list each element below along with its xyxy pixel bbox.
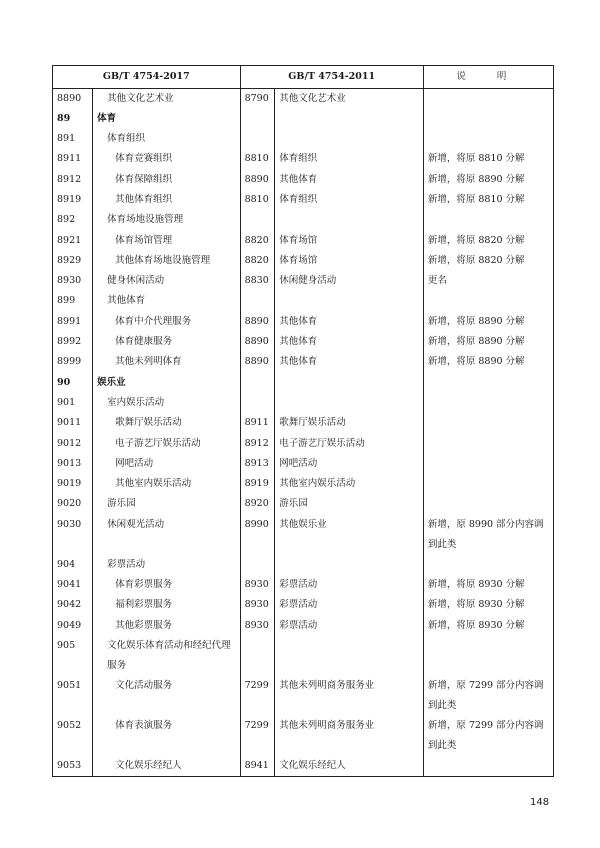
code-2017: 8912 (53, 170, 93, 190)
code-2011 (240, 129, 275, 149)
code-2011: 8820 (240, 251, 275, 271)
name-2011 (275, 210, 424, 230)
name-2011 (275, 555, 424, 575)
code-2017: 8999 (53, 352, 93, 372)
note-cell: 新增，将原 8930 分解 (423, 616, 553, 636)
note-cell (423, 373, 553, 393)
table-row (53, 595, 554, 615)
name-2011: 歌舞厅娱乐活动 (275, 413, 424, 433)
name-2011: 网吧活动 (275, 454, 424, 474)
code-2011 (240, 636, 275, 676)
name-2011: 其他体育 (275, 170, 424, 190)
table-row (53, 515, 554, 555)
name-2017: 体育健康服务 (93, 332, 240, 352)
code-2017: 8911 (53, 149, 93, 169)
name-2011: 其他室内娱乐活动 (275, 474, 424, 494)
code-2011: 8790 (240, 89, 275, 109)
note-cell: 新增，将原 8890 分解 (423, 312, 553, 332)
code-2017: 9053 (53, 756, 93, 776)
name-2017: 其他体育组织 (93, 190, 240, 210)
name-2011: 彩票活动 (275, 595, 424, 615)
name-2011: 文化娱乐经纪人 (275, 756, 424, 776)
note-cell (423, 474, 553, 494)
name-2011: 其他体育 (275, 332, 424, 352)
name-2011: 彩票活动 (275, 575, 424, 595)
name-2017: 体育保障组织 (93, 170, 240, 190)
code-2011 (240, 291, 275, 311)
name-2017: 其他体育 (93, 291, 240, 311)
name-2017: 体育场地设施管理 (93, 210, 240, 230)
note-cell: 新增，将原 8890 分解 (423, 170, 553, 190)
code-2017: 9051 (53, 676, 93, 716)
code-2017: 9041 (53, 575, 93, 595)
note-cell: 新增，将原 8930 分解 (423, 575, 553, 595)
name-2017: 体育中介代理服务 (93, 312, 240, 332)
name-2011: 其他体育 (275, 352, 424, 372)
note-cell (423, 756, 553, 776)
code-2011: 8810 (240, 190, 275, 210)
header-2017: GB/T 4754-2017 (53, 66, 241, 89)
note-cell: 更名 (423, 271, 553, 291)
table-row (53, 332, 554, 352)
code-2017: 8930 (53, 271, 93, 291)
table-row (53, 494, 554, 514)
name-2017: 游乐园 (93, 494, 240, 514)
name-2017: 其他室内娱乐活动 (93, 474, 240, 494)
table-row (53, 210, 554, 230)
table-row (53, 352, 554, 372)
code-2017: 901 (53, 393, 93, 413)
note-cell: 新增，将原 8810 分解 (423, 190, 553, 210)
name-2017: 其他未列明体育 (93, 352, 240, 372)
note-cell (423, 454, 553, 474)
note-cell (423, 494, 553, 514)
table-row (53, 149, 554, 169)
note-cell: 新增，原 8990 部分内容调到此类 (423, 515, 553, 555)
code-2011: 8830 (240, 271, 275, 291)
table-row (53, 636, 554, 676)
code-2017: 90 (53, 373, 93, 393)
code-2011 (240, 109, 275, 129)
note-cell (423, 109, 553, 129)
code-2017: 9012 (53, 434, 93, 454)
code-2011: 8990 (240, 515, 275, 555)
code-2017: 9049 (53, 616, 93, 636)
name-2011 (275, 129, 424, 149)
code-2017: 9011 (53, 413, 93, 433)
table-row (53, 190, 554, 210)
name-2011 (275, 291, 424, 311)
table-row (53, 291, 554, 311)
table-row (53, 474, 554, 494)
table-row (53, 170, 554, 190)
name-2017: 文化娱乐经纪人 (93, 756, 240, 776)
note-cell: 新增，原 7299 部分内容调到此类 (423, 716, 553, 756)
code-2017: 9030 (53, 515, 93, 555)
name-2017: 室内娱乐活动 (93, 393, 240, 413)
name-2011 (275, 393, 424, 413)
code-2011: 8941 (240, 756, 275, 776)
code-2017: 892 (53, 210, 93, 230)
name-2017: 文化活动服务 (93, 676, 240, 716)
code-2017: 891 (53, 129, 93, 149)
classification-table (52, 65, 554, 777)
name-2011: 其他娱乐业 (275, 515, 424, 555)
name-2011: 其他体育 (275, 312, 424, 332)
code-2011: 8930 (240, 616, 275, 636)
header-2011: GB/T 4754-2011 (240, 66, 423, 89)
code-2017: 899 (53, 291, 93, 311)
code-2011: 7299 (240, 716, 275, 756)
code-2011: 8912 (240, 434, 275, 454)
note-cell (423, 555, 553, 575)
code-2011: 8890 (240, 352, 275, 372)
note-cell: 新增，将原 8810 分解 (423, 149, 553, 169)
code-2017: 9020 (53, 494, 93, 514)
name-2011 (275, 373, 424, 393)
table-row (53, 676, 554, 716)
name-2011: 其他文化艺术业 (275, 89, 424, 109)
table-row (53, 312, 554, 332)
code-2011 (240, 555, 275, 575)
code-2011: 8820 (240, 231, 275, 251)
note-cell: 新增，将原 8820 分解 (423, 231, 553, 251)
table-row (53, 756, 554, 776)
code-2011 (240, 210, 275, 230)
page-number: 148 (530, 797, 550, 808)
code-2011: 7299 (240, 676, 275, 716)
code-2017: 8921 (53, 231, 93, 251)
table-row (53, 434, 554, 454)
code-2017: 9019 (53, 474, 93, 494)
code-2011: 8920 (240, 494, 275, 514)
note-cell (423, 89, 553, 109)
code-2011 (240, 393, 275, 413)
name-2017: 彩票活动 (93, 555, 240, 575)
code-2011 (240, 373, 275, 393)
table-row (53, 251, 554, 271)
code-2017: 8919 (53, 190, 93, 210)
table-row (53, 109, 554, 129)
table-row (53, 373, 554, 393)
code-2011: 8911 (240, 413, 275, 433)
name-2017: 娱乐业 (93, 373, 240, 393)
name-2017: 健身休闲活动 (93, 271, 240, 291)
code-2017: 904 (53, 555, 93, 575)
name-2017: 体育彩票服务 (93, 575, 240, 595)
note-cell: 新增，原 7299 部分内容调到此类 (423, 676, 553, 716)
name-2017: 体育竞赛组织 (93, 149, 240, 169)
name-2011: 其他未列明商务服务业 (275, 676, 424, 716)
code-2017: 89 (53, 109, 93, 129)
code-2017: 8929 (53, 251, 93, 271)
note-cell (423, 636, 553, 676)
note-cell (423, 393, 553, 413)
code-2011: 8919 (240, 474, 275, 494)
note-cell: 新增，将原 8890 分解 (423, 352, 553, 372)
code-2017: 905 (53, 636, 93, 676)
code-2017: 8992 (53, 332, 93, 352)
table-row (53, 393, 554, 413)
code-2011: 8890 (240, 312, 275, 332)
name-2017: 文化娱乐体育活动和经纪代理服务 (93, 636, 240, 676)
note-cell (423, 291, 553, 311)
name-2011: 电子游艺厅娱乐活动 (275, 434, 424, 454)
table-row (53, 413, 554, 433)
name-2017: 其他彩票服务 (93, 616, 240, 636)
name-2017: 体育组织 (93, 129, 240, 149)
header-note: 说 明 (423, 66, 553, 89)
name-2017: 体育 (93, 109, 240, 129)
code-2011: 8930 (240, 595, 275, 615)
note-cell (423, 413, 553, 433)
name-2017: 休闲观光活动 (93, 515, 240, 555)
note-cell (423, 129, 553, 149)
name-2011: 其他未列明商务服务业 (275, 716, 424, 756)
name-2017: 歌舞厅娱乐活动 (93, 413, 240, 433)
name-2017: 网吧活动 (93, 454, 240, 474)
name-2011: 体育组织 (275, 149, 424, 169)
note-cell: 新增，将原 8930 分解 (423, 595, 553, 615)
table-row (53, 555, 554, 575)
name-2011: 彩票活动 (275, 616, 424, 636)
name-2017: 其他体育场地设施管理 (93, 251, 240, 271)
table-row (53, 575, 554, 595)
table-row (53, 616, 554, 636)
table-header (53, 66, 554, 89)
code-2011: 8810 (240, 149, 275, 169)
note-cell (423, 434, 553, 454)
name-2011: 体育场馆 (275, 231, 424, 251)
code-2017: 9042 (53, 595, 93, 615)
table-row (53, 89, 554, 109)
name-2017: 电子游艺厅娱乐活动 (93, 434, 240, 454)
table-row (53, 716, 554, 756)
table-row (53, 454, 554, 474)
note-cell: 新增，将原 8820 分解 (423, 251, 553, 271)
code-2017: 8991 (53, 312, 93, 332)
name-2017: 福利彩票服务 (93, 595, 240, 615)
code-2017: 8890 (53, 89, 93, 109)
table-row (53, 271, 554, 291)
code-2011: 8930 (240, 575, 275, 595)
code-2017: 9052 (53, 716, 93, 756)
note-cell (423, 210, 553, 230)
name-2011 (275, 636, 424, 676)
code-2011: 8890 (240, 332, 275, 352)
name-2017: 体育表演服务 (93, 716, 240, 756)
table-row (53, 231, 554, 251)
note-cell: 新增，将原 8890 分解 (423, 332, 553, 352)
name-2017: 其他文化艺术业 (93, 89, 240, 109)
name-2011: 体育组织 (275, 190, 424, 210)
name-2011: 游乐园 (275, 494, 424, 514)
code-2011: 8890 (240, 170, 275, 190)
name-2011 (275, 109, 424, 129)
name-2017: 体育场馆管理 (93, 231, 240, 251)
name-2011: 休闲健身活动 (275, 271, 424, 291)
code-2017: 9013 (53, 454, 93, 474)
code-2011: 8913 (240, 454, 275, 474)
name-2011: 体育场馆 (275, 251, 424, 271)
table-row (53, 129, 554, 149)
